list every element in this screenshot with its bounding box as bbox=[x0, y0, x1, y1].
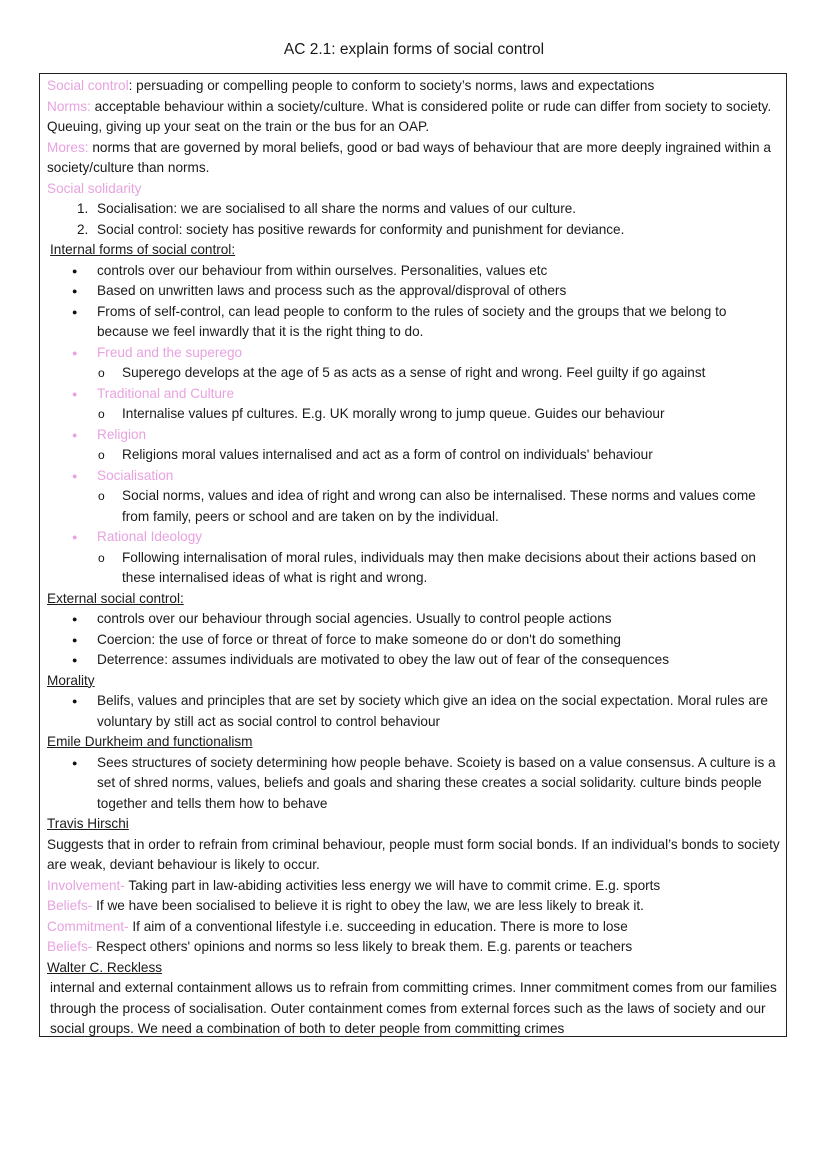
hirschi-heading: Travis Hirschi bbox=[47, 816, 129, 831]
bullet-item: ● Based on unwritten laws and process such as the approval/disproval of others bbox=[47, 281, 780, 302]
numbered-item: 1. Socialisation: we are socialised to all share the norms and values of our culture. bbox=[77, 201, 577, 216]
definition-text: norms that are governed by moral beliefs, good or bad ways of behaviour that are more deeply ingrained within a society/culture than norms. bbox=[47, 139, 771, 175]
sub-bullet-item: o Internalise values pf cultures. E.g. UK morally wrong to jump queue. Guides our behaviour bbox=[47, 404, 780, 425]
bullet-item: ● Deterrence: assumes individuals are motivated to obey the law out of fear of the consequences bbox=[47, 650, 780, 671]
definition-norms bbox=[47, 97, 780, 138]
hirschi-text: Suggests that in order to refrain from criminal behaviour, people must form social bonds. If an individual’s bonds to society are weak, deviant behaviour is likely to occur. bbox=[47, 836, 780, 872]
definition-mores bbox=[47, 138, 780, 179]
term-social-control: Social control bbox=[47, 78, 129, 93]
external-heading: External social control: bbox=[47, 590, 184, 606]
sub-bullet-item: o Superego develops at the age of 5 as acts as a sense of right and wrong. Feel guilty if go against bbox=[47, 363, 780, 384]
bullet-item: ● controls over our behaviour from within ourselves. Personalities, values etc bbox=[47, 261, 780, 282]
bullet-item: ● Belifs, values and principles that are set by society which give an idea on the social expectation. Moral rules are voluntary by still act as social control to control behaviour bbox=[47, 691, 780, 732]
sub-bullet-item: o Social norms, values and idea of right and wrong can also be internalised. These norms and values come from family, peers or school and are taken on by the individual. bbox=[47, 486, 780, 527]
numbered-item: 2. Social control: society has positive rewards for conformity and punishment for deviance. bbox=[77, 221, 625, 237]
definition-social-control: Social control: persuading or compelling people to conform to society’s norms, laws and expectations bbox=[47, 78, 655, 93]
notes-box bbox=[39, 73, 787, 1037]
bullet-item: ● Sees structures of society determining how people behave. Scoiety is based on a value consensus. A culture is a set of shred norms, values, beliefs and goals and sharing these creates a social solidarity. culture binds people together and tells them how to behave bbox=[47, 753, 780, 815]
durkheim-heading: Emile Durkheim and functionalism bbox=[47, 734, 253, 749]
sub-bullet-item: o Religions moral values internalised and act as a form of control on individuals' behaviour bbox=[47, 445, 780, 466]
bond-beliefs-2: Beliefs- Respect others' opinions and norms so less likely to break them. E.g. parents or teachers bbox=[47, 939, 633, 954]
page-title: AC 2.1: explain forms of social control bbox=[283, 41, 545, 58]
bond-involvement: Involvement- Taking part in law-abiding activities less energy we will have to commit crime. E.g. sports bbox=[47, 877, 661, 893]
subsection-heading-socialisation: ● Socialisation bbox=[47, 466, 780, 487]
bond-commitment: Commitment- If aim of a conventional lifestyle i.e. succeeding in education. There is more to lose bbox=[47, 918, 628, 934]
morality-heading: Morality bbox=[47, 672, 95, 688]
subsection-heading-religion: ● Religion bbox=[47, 425, 780, 446]
social-solidarity-heading: Social solidarity bbox=[47, 180, 142, 196]
definition-text: acceptable behaviour within a society/culture. What is considered polite or rude can differ from society to society. Queuing, giving up your seat on the train or the bus for an OAP. bbox=[47, 98, 772, 134]
reckless-text: internal and external containment allows us to refrain from committing crimes. Inner commitment comes from our families through the process of socialisation. Outer containment comes from external forces such as the laws of society and our social groups. We need a combination of both to deter people from committing crimes bbox=[50, 980, 777, 1036]
reckless-heading: Walter C. Reckless bbox=[47, 959, 163, 975]
definition-text: persuading or compelling people to conform to society’s norms, laws and expectations bbox=[136, 78, 655, 93]
subsection-heading-freud: ● Freud and the superego bbox=[47, 343, 780, 364]
bullet-item: ● Coercion: the use of force or threat of force to make someone do or don't do something bbox=[47, 630, 780, 651]
subsection-heading-rational-ideology: ● Rational Ideology bbox=[47, 527, 780, 548]
internal-heading: Internal forms of social control: bbox=[50, 242, 236, 257]
bullet-item: ● Froms of self-control, can lead people to conform to the rules of society and the groups that we belong to because we feel inwardly that it is the right thing to do. bbox=[47, 302, 780, 343]
bullet-item: ● controls over our behaviour through social agencies. Usually to control people actions bbox=[47, 609, 780, 630]
term-mores: Mores: bbox=[47, 139, 89, 155]
term-norms: Norms: bbox=[47, 98, 91, 114]
subsection-heading-tradition: ● Traditional and Culture bbox=[47, 384, 780, 405]
sub-bullet-item: o Following internalisation of moral rules, individuals may then make decisions about their actions based on these internalised ideas of what is right and wrong. bbox=[47, 548, 780, 589]
bond-beliefs: Beliefs- If we have been socialised to believe it is right to obey the law, we are less likely to break it. bbox=[47, 898, 644, 913]
